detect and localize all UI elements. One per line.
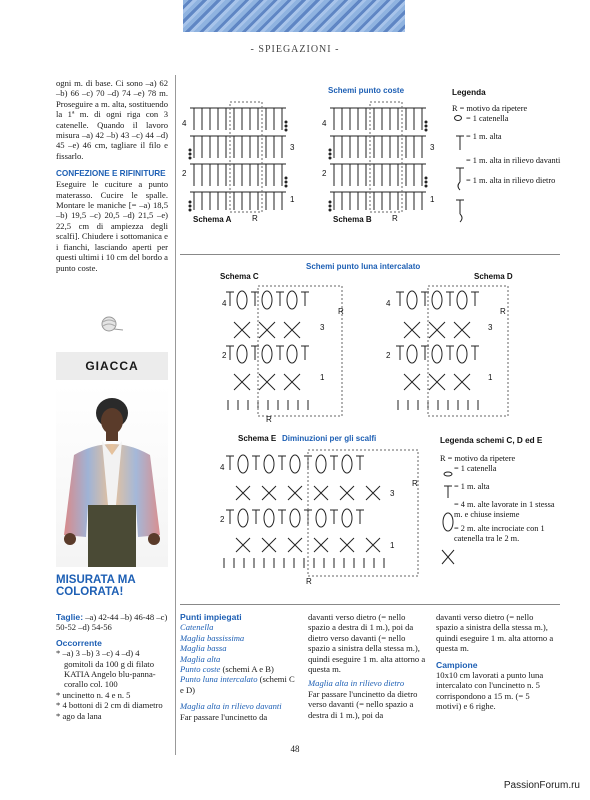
schema-e-diagram bbox=[200, 446, 430, 584]
campione-title: Campione bbox=[436, 659, 478, 670]
paragraph: davanti verso dietro (= nello spazio a sinistra della stessa m.), quindi eseguire 1 m. alta attorno a questa m. bbox=[436, 612, 554, 654]
row-label: 4 bbox=[222, 299, 227, 308]
row-label: 3 bbox=[488, 323, 493, 332]
cluster-icon bbox=[443, 513, 453, 531]
row-label: 1 bbox=[488, 373, 493, 382]
taglie-value: –a) 42-44 –b) 46-48 –c) 50-52 –d) 54-56 bbox=[56, 612, 168, 633]
row-label: 4 bbox=[386, 299, 391, 308]
punto-item: Maglia alta bbox=[180, 653, 221, 664]
luna-title: Schemi punto luna intercalato bbox=[306, 262, 421, 271]
divider bbox=[180, 254, 560, 255]
list-item: * uncinetto n. 4 e n. 5 bbox=[56, 689, 131, 700]
punto-item: Maglia bassissima bbox=[180, 632, 245, 643]
schema-a-label: Schema A bbox=[193, 215, 232, 224]
legend-item: = 1 catenella bbox=[454, 464, 497, 473]
row-label: 3 bbox=[430, 143, 435, 152]
punti-title: Punti impiegati bbox=[180, 612, 242, 622]
paragraph: ogni m. di base. Ci sono –a) 62 –b) 66 –c) 70 –d) 74 –e) 78 m. Proseguire a m. alta, sostituendo la 1ª m. di ogni riga con 3 catenelle. Quando il lavoro misura –a) 42 –b) 43 –c) 44 –d) 45 –e) 46 cm, tagliare il filo e fissarlo. bbox=[56, 78, 168, 161]
crossed-stitch-icon bbox=[442, 550, 454, 564]
row-label: 2 bbox=[322, 169, 327, 178]
punto-item: Punto luna intercalato (schemi C e D) bbox=[180, 674, 295, 695]
punto-item: Maglia bassa bbox=[180, 643, 227, 654]
row-label: 4 bbox=[220, 463, 225, 472]
yarn-swatch-image bbox=[183, 0, 405, 32]
row-label: 3 bbox=[320, 323, 325, 332]
page-number: 48 bbox=[290, 744, 300, 754]
legend-item: R = motivo da ripetere bbox=[452, 104, 528, 113]
stitch-row bbox=[190, 108, 286, 210]
legend-item: = 1 m. alta bbox=[454, 482, 490, 491]
coste-title: Schemi punto coste bbox=[328, 86, 405, 95]
occorrente-label: Occorrente bbox=[56, 637, 102, 648]
materials-block bbox=[56, 612, 168, 721]
back-post-icon bbox=[456, 200, 464, 222]
paragraph: 10x10 cm lavorati a punto luna intercalato con l'uncinetto n. 5 corrispondono a 15 m. (= 5 motivi) e 6 righe. bbox=[436, 670, 544, 712]
list-item: * ago da lana bbox=[56, 710, 102, 721]
legend2-box bbox=[440, 436, 560, 544]
col3-text bbox=[436, 612, 556, 712]
row-label: 1 bbox=[390, 541, 395, 550]
paragraph: Eseguire le cuciture a punto materasso. Cucire le spalle. Montare le maniche [= –a) 18,5 –b) 19,5 –c) 20,5 –d) 21,5 –e) 22,5 cm di ampiezza degli scalfi]. Chiudere i sottomanica e i fianchi, lasciando aperti per questi ultimi i 10 cm del bordo a punto coste. bbox=[56, 179, 168, 273]
schemi-coste-diagram bbox=[180, 98, 450, 228]
row-label: 1 bbox=[320, 373, 325, 382]
legend-box bbox=[452, 88, 562, 186]
punto-item: Punto coste (schemi A e B) bbox=[180, 664, 274, 675]
row-label: 2 bbox=[386, 351, 391, 360]
section-header: - SPIEGAZIONI - bbox=[250, 44, 340, 55]
legend-item: = 4 m. alte lavorate in 1 stessa m. e chiuse insieme bbox=[454, 500, 555, 519]
chain-icon bbox=[444, 472, 452, 476]
row-label: 1 bbox=[430, 195, 435, 204]
row-label: 4 bbox=[322, 119, 327, 128]
row-label: 2 bbox=[220, 515, 225, 524]
repeat-label: R bbox=[338, 307, 344, 316]
legend-item: = 2 m. alte incrociate con 1 catenella tra le 2 m. bbox=[454, 524, 545, 543]
front-post-icon bbox=[456, 168, 464, 190]
rilievo-dietro-label: Maglia alta in rilievo dietro bbox=[308, 678, 405, 689]
list-item: * 4 bottoni di 2 cm di diametro bbox=[56, 700, 163, 711]
paragraph: davanti verso dietro (= nello spazio a destra di 1 m.), poi da dietro verso davanti (= nello spazio a sinistra della stessa m.), quindi eseguire 1 m. alta attorno a questa m. bbox=[308, 612, 426, 675]
paragraph: Far passare l'uncinetto da bbox=[180, 711, 268, 722]
tall-stitch-icon bbox=[456, 136, 464, 150]
col2-text bbox=[308, 612, 428, 720]
legend2-symbols bbox=[440, 470, 456, 580]
legend2-title: Legenda schemi C, D ed E bbox=[440, 436, 543, 445]
legend-item: R = motivo da ripetere bbox=[440, 454, 516, 463]
repeat-label: R bbox=[266, 415, 272, 422]
legend-item: = 1 catenella bbox=[452, 114, 562, 124]
divider bbox=[180, 604, 560, 605]
legend-item: = 1 m. alta bbox=[466, 132, 502, 141]
yarn-ball-icon bbox=[100, 315, 124, 333]
legend-item: = 1 m. alta in rilievo dietro bbox=[466, 176, 556, 185]
repeat-label: R bbox=[306, 577, 312, 584]
legend-item: = 1 m. alta in rilievo davanti bbox=[466, 156, 561, 165]
paragraph: Far passare l'uncinetto da dietro verso davanti (= nello spazio a destra di 1 m.), poi da bbox=[308, 688, 418, 720]
giacca-label: GIACCA bbox=[56, 352, 168, 380]
row-label: 1 bbox=[290, 195, 295, 204]
legend-symbols bbox=[452, 128, 468, 228]
list-item: * –a) 3 –b) 3 –c) 4 –d) 4 gomitoli da 100 g di filato KATIA Angelo blu-panna-corallo col. 100 bbox=[56, 648, 156, 690]
misurata-heading: MISURATA MA COLORATA! bbox=[56, 574, 136, 598]
schemi-luna-diagram bbox=[200, 282, 560, 422]
diminuzioni-label: Diminuzioni per gli scalfi bbox=[282, 434, 377, 443]
left-column-text bbox=[56, 78, 168, 273]
rilievo-davanti-label: Maglia alta in rilievo davanti bbox=[180, 701, 282, 712]
tall-stitch-icon bbox=[444, 486, 452, 498]
schema-e-label: Schema E bbox=[238, 434, 277, 443]
repeat-label: R bbox=[252, 214, 258, 223]
taglie-label: Taglie: bbox=[56, 612, 84, 622]
repeat-label: R bbox=[392, 214, 398, 223]
schema-b-label: Schema B bbox=[333, 215, 372, 224]
confezione-heading: CONFEZIONE E RIFINITURE bbox=[56, 169, 166, 179]
row-label: 3 bbox=[390, 489, 395, 498]
repeat-label: R bbox=[500, 307, 506, 316]
watermark: PassionForum.ru bbox=[503, 780, 580, 791]
row-label: 2 bbox=[182, 169, 187, 178]
model-photo bbox=[56, 385, 168, 567]
legend-title: Legenda bbox=[452, 88, 486, 97]
repeat-label: R bbox=[412, 479, 418, 488]
chain-icon bbox=[454, 115, 462, 121]
schema-d-label: Schema D bbox=[474, 272, 513, 281]
row-label: 3 bbox=[290, 143, 295, 152]
row-label: 4 bbox=[182, 119, 187, 128]
row-label: 2 bbox=[222, 351, 227, 360]
schema-c-label: Schema C bbox=[220, 272, 259, 281]
punti-column bbox=[180, 612, 300, 722]
punto-item: Catenella bbox=[180, 622, 214, 633]
column-divider bbox=[175, 75, 176, 755]
